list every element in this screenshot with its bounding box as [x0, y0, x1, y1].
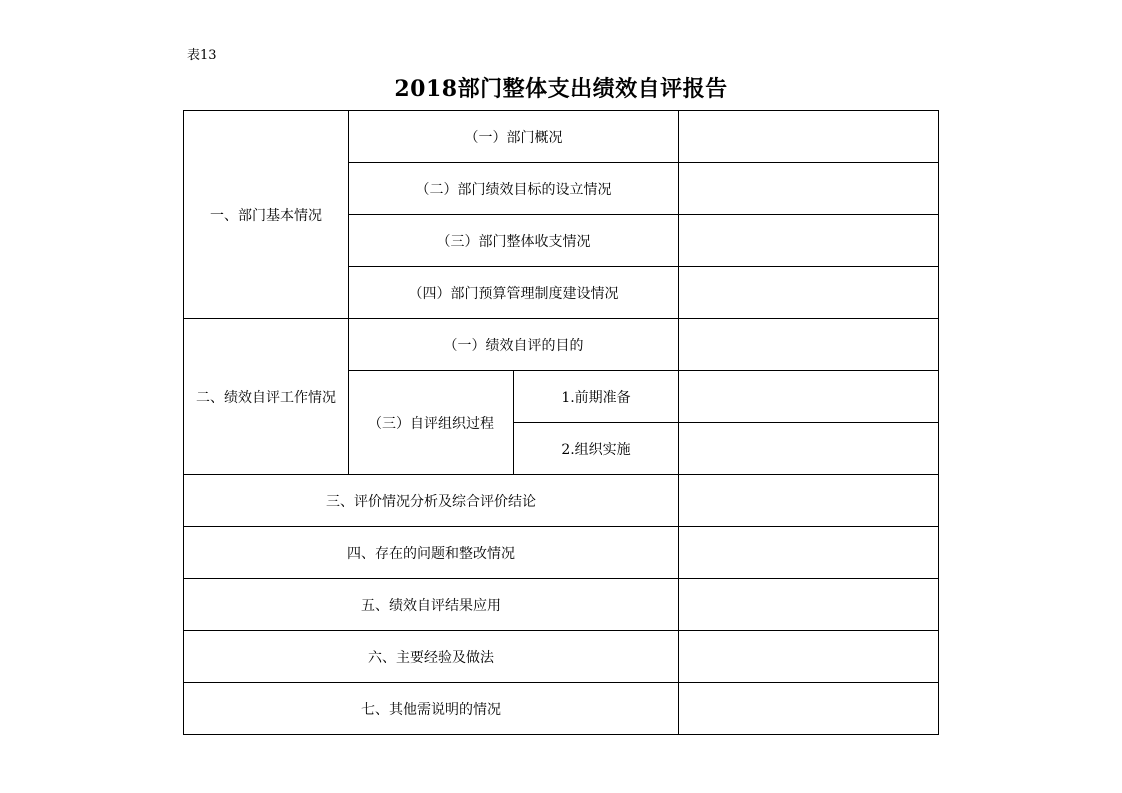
- section-result-application: 五、绩效自评结果应用: [184, 579, 679, 631]
- table-row: [184, 475, 939, 527]
- basic-item-budget: （三）部门整体收支情况: [349, 215, 679, 267]
- basic-item-targets: （二）部门绩效目标的设立情况: [349, 163, 679, 215]
- work-purpose: （一）绩效自评的目的: [349, 319, 679, 371]
- work-process-label: （三）自评组织过程: [349, 371, 514, 475]
- answer-cell[interactable]: [679, 215, 939, 267]
- section-experience: 六、主要经验及做法: [184, 631, 679, 683]
- table-number: 表13: [187, 48, 217, 63]
- section-other-notes: 七、其他需说明的情况: [184, 683, 679, 735]
- answer-cell[interactable]: [679, 267, 939, 319]
- self-evaluation-table: [183, 110, 939, 735]
- answer-cell[interactable]: [679, 631, 939, 683]
- section-problems: 四、存在的问题和整改情况: [184, 527, 679, 579]
- answer-cell[interactable]: [679, 371, 939, 423]
- answer-cell[interactable]: [679, 423, 939, 475]
- section-evaluation-conclusion: 三、评价情况分析及综合评价结论: [184, 475, 679, 527]
- table-row: [184, 631, 939, 683]
- answer-cell[interactable]: [679, 319, 939, 371]
- answer-cell[interactable]: [679, 475, 939, 527]
- basic-item-management: （四）部门预算管理制度建设情况: [349, 267, 679, 319]
- table-row: [184, 527, 939, 579]
- table-row: [184, 319, 939, 371]
- table-row: [184, 111, 939, 163]
- process-step-implementation: 2.组织实施: [514, 423, 679, 475]
- process-step-preparation: 1.前期准备: [514, 371, 679, 423]
- basic-item-overview: （一）部门概况: [349, 111, 679, 163]
- answer-cell[interactable]: [679, 527, 939, 579]
- section-work-label: 二、绩效自评工作情况: [184, 319, 349, 475]
- table-row: [184, 579, 939, 631]
- table-row: [184, 683, 939, 735]
- answer-cell[interactable]: [679, 111, 939, 163]
- section-basic-label: 一、部门基本情况: [184, 111, 349, 319]
- answer-cell[interactable]: [679, 683, 939, 735]
- report-title: 2018部门整体支出绩效自评报告: [394, 76, 728, 102]
- answer-cell[interactable]: [679, 163, 939, 215]
- answer-cell[interactable]: [679, 579, 939, 631]
